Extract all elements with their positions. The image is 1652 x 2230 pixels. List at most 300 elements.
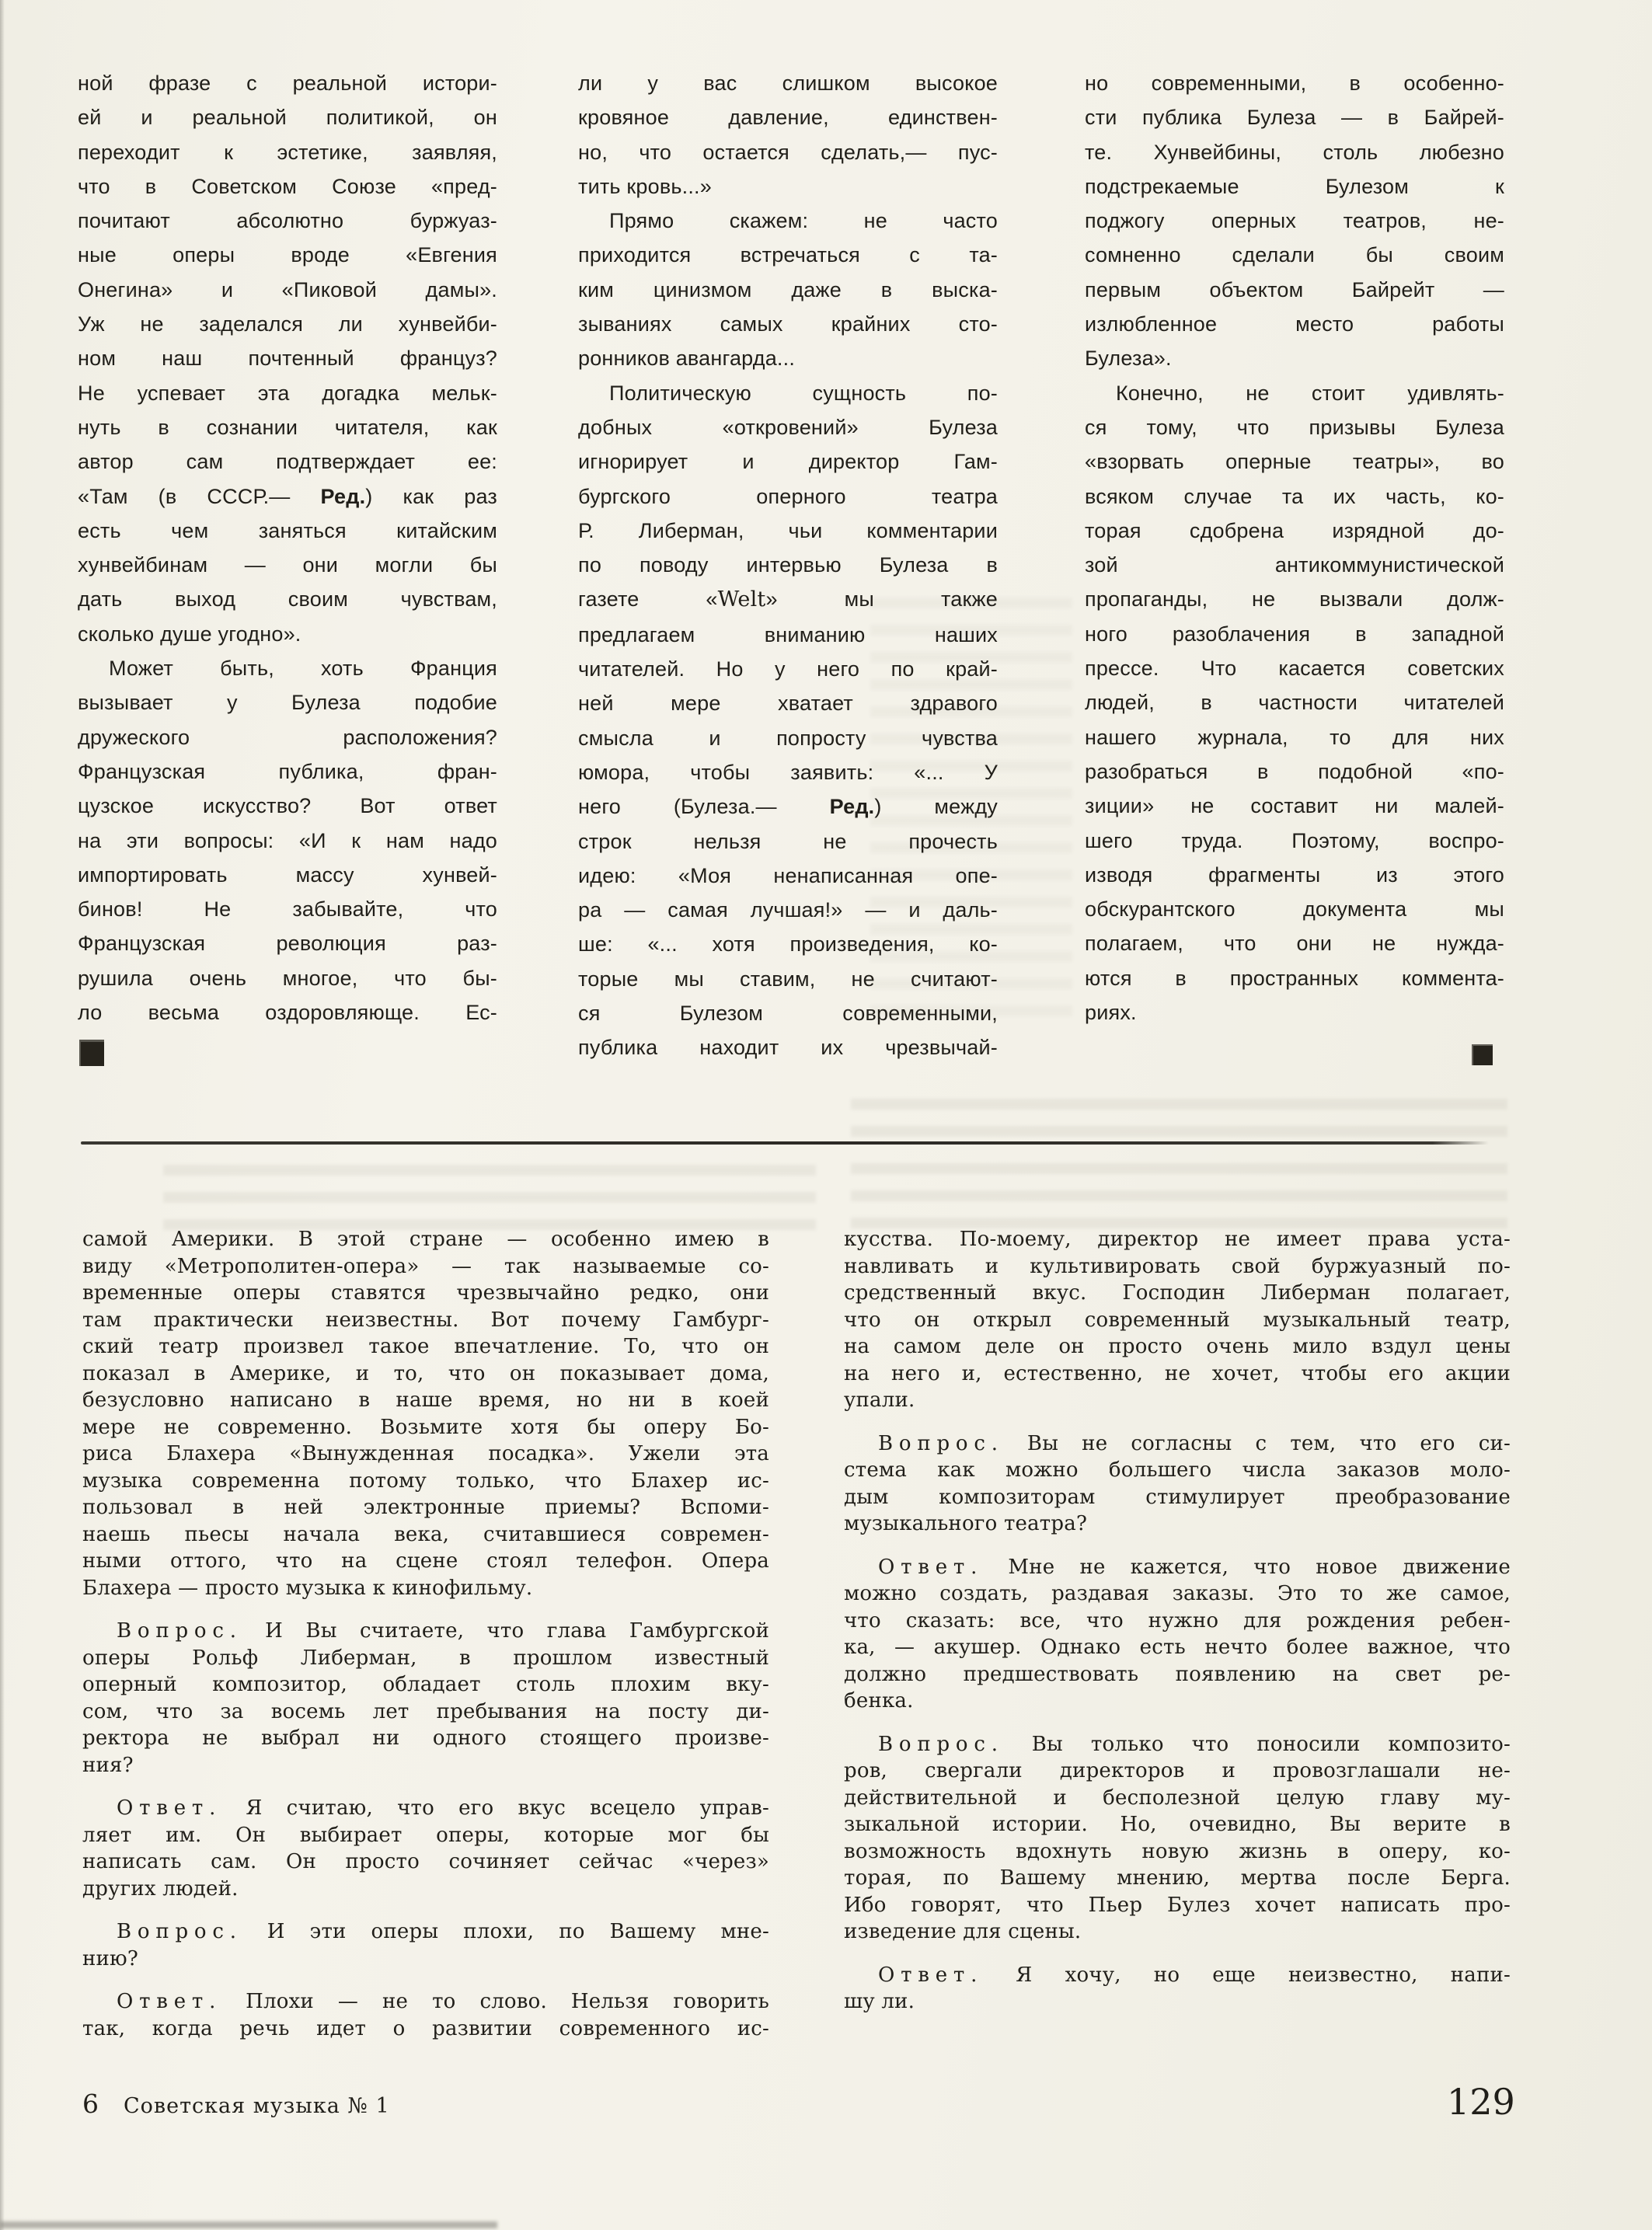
text-segment: смысла и попросту чувства — [578, 726, 998, 750]
section-divider-rule — [81, 1141, 1489, 1145]
text-segment: Плохи — не то слово. Нельзя говорить — [221, 1990, 769, 2013]
text-segment: зыкальной истории. Но, очевидно, Вы верите в — [844, 1813, 1511, 1836]
text-line — [844, 1811, 1511, 1838]
text-segment: читателей. Но у него по край- — [578, 657, 998, 681]
text-segment: приходится встречаться с та- — [578, 243, 998, 267]
text-segment: шу ли. — [844, 1990, 915, 2013]
text-segment: написать сам. Он просто сочиняет сейчас «через» — [82, 1850, 769, 1873]
text-line — [78, 169, 497, 204]
text-segment: газете « — [578, 587, 718, 612]
text-segment: ким цинизмом даже в выска- — [578, 277, 998, 301]
text-segment: первым объектом Байрейт — — [1085, 277, 1504, 301]
text-segment: ров, свергали директоров и провозглашали не- — [844, 1759, 1511, 1782]
text-segment: Я считаю, что его вкус всецело управ- — [221, 1796, 769, 1820]
text-segment: Я хочу, но еще неизвестно, напи- — [983, 1963, 1511, 1987]
text-line — [578, 789, 998, 824]
text-line — [78, 824, 497, 858]
text-segment: самой Америки. В этой стране — особенно имею в — [82, 1228, 769, 1251]
text-segment: ка, — акушер. Однако есть нечто более важное, что — [844, 1636, 1511, 1659]
text-segment: ся Булезом современными, — [578, 1002, 998, 1026]
text-segment: мере не современно. Возьмите хотя бы оперу Бо- — [82, 1415, 769, 1439]
text-segment: Ред. — [829, 795, 875, 819]
text-segment: наешь пьесы начала века, считавшиеся современ- — [82, 1522, 769, 1546]
text-line — [78, 341, 497, 375]
text-line — [78, 444, 497, 479]
text-line — [1085, 169, 1504, 204]
text-segment: кусства. По-моему, директор не имеет права уста- — [844, 1228, 1511, 1251]
text-segment: Французская революция раз- — [78, 932, 497, 956]
text-line — [82, 1699, 769, 1726]
text-line — [578, 686, 998, 720]
bottom-column-left — [82, 1226, 769, 2042]
text-line — [844, 1608, 1511, 1635]
text-line — [78, 100, 497, 134]
text-line — [844, 1661, 1511, 1688]
text-line — [844, 1430, 1511, 1458]
text-line — [578, 444, 998, 479]
text-segment: почитают абсолютно буржуаз- — [78, 209, 497, 233]
text-segment: зиции» не составит ни малей- — [1085, 794, 1504, 818]
text-segment: нашего журнала, то для них — [1085, 725, 1504, 749]
bleed-through-texture — [163, 1158, 816, 1232]
text-line — [578, 273, 998, 307]
text-line — [844, 1892, 1511, 1919]
text-line — [844, 1634, 1511, 1661]
text-line — [844, 1688, 1511, 1715]
text-line — [844, 1510, 1511, 1538]
text-segment: виду «Метрополитен-опера» — так называемые со- — [82, 1254, 769, 1278]
qa-label: Ответ. — [878, 1555, 984, 1579]
text-segment: оперный композитор, обладает столь плохим вку- — [82, 1673, 769, 1696]
text-line — [1085, 204, 1504, 238]
text-segment: ский театр произвел такое впечатление. То, что он — [82, 1335, 769, 1358]
text-segment: на эти вопросы: «И к нам надо — [78, 828, 497, 852]
text-segment: предлагаем вниманию наших — [578, 622, 998, 646]
text-segment: шего труда. Поэтому, воспро- — [1085, 828, 1504, 852]
text-segment: автор сам подтверждает ее: — [78, 450, 497, 474]
top-column-1 — [78, 66, 497, 1030]
text-line — [578, 479, 998, 514]
text-line — [78, 892, 497, 926]
text-line — [578, 927, 998, 961]
text-segment: Булеза». — [1085, 347, 1172, 371]
text-line — [844, 1865, 1511, 1892]
text-line — [78, 858, 497, 892]
text-segment: строк нельзя не прочесть — [578, 829, 998, 853]
text-line — [1085, 995, 1504, 1030]
text-segment: ректора не выбрал ни одного стоящего произве- — [82, 1727, 769, 1750]
text-line — [1085, 720, 1504, 754]
text-segment: ней мере хватает здравого — [578, 692, 998, 716]
text-segment: ного разоблачения в западной — [1085, 622, 1504, 646]
text-segment: кровяное давление, единствен- — [578, 106, 998, 130]
top-article-section — [78, 66, 1504, 1068]
text-line — [82, 1387, 769, 1414]
text-segment: подстрекаемые Булезом к — [1085, 174, 1504, 198]
text-segment: сколько душе угодно». — [78, 622, 301, 646]
text-line — [844, 1387, 1511, 1414]
text-line — [578, 169, 998, 204]
top-column-2 — [578, 66, 998, 1065]
text-line — [844, 1226, 1511, 1253]
text-line — [82, 2016, 769, 2043]
text-line — [82, 1918, 769, 1946]
text-segment: показал в Америке, и то, что он показывает дома, — [82, 1361, 769, 1385]
bottom-column-right — [844, 1226, 1511, 2016]
text-line — [1085, 410, 1504, 444]
bleed-through-texture — [851, 1092, 1507, 1137]
text-line — [578, 204, 998, 238]
journal-title: Советская музыка № 1 — [124, 2094, 390, 2118]
text-line — [844, 1280, 1511, 1307]
qa-label: Вопрос. — [878, 1431, 1004, 1455]
text-segment: ными оттого, что на сцене стоял телефон. Опера — [82, 1549, 769, 1573]
end-of-article-mark — [1472, 1044, 1493, 1065]
text-line — [844, 1333, 1511, 1361]
text-segment: риях. — [1085, 1001, 1137, 1025]
text-segment: музыкального театра? — [844, 1512, 1088, 1535]
text-line — [78, 135, 497, 169]
text-line — [82, 1441, 769, 1468]
text-line — [578, 996, 998, 1030]
text-segment: импортировать массу хунвей- — [78, 862, 497, 887]
text-line — [82, 1848, 769, 1876]
text-line — [1085, 617, 1504, 651]
text-segment: те. Хунвейбины, столь любезно — [1085, 140, 1504, 164]
text-segment: Может быть, хоть Франция — [109, 657, 497, 681]
text-line — [578, 652, 998, 686]
text-line — [844, 1307, 1511, 1334]
text-segment: поджогу оперных театров, не- — [1085, 209, 1504, 233]
text-line — [78, 238, 497, 272]
text-segment: ) между — [874, 795, 998, 819]
text-line — [78, 961, 497, 995]
text-segment: что он открыл современный музыкальный театр, — [844, 1308, 1511, 1332]
text-line — [78, 479, 497, 514]
text-segment: ния? — [82, 1753, 134, 1777]
text-segment: хунвейбинам — они могли бы — [78, 553, 497, 577]
text-line — [578, 238, 998, 272]
text-segment: И эти оперы плохи, по Вашему мне- — [242, 1920, 769, 1943]
text-line — [82, 1988, 769, 2016]
text-line — [1085, 444, 1504, 479]
text-line — [578, 755, 998, 789]
text-line — [82, 1946, 769, 1973]
text-segment: Ибо говорят, что Пьер Булез хочет написать про- — [844, 1893, 1511, 1917]
text-line — [1085, 66, 1504, 100]
text-line — [78, 376, 497, 410]
text-segment: разобраться в подобной «по- — [1085, 759, 1504, 783]
text-line — [1085, 376, 1504, 410]
text-line — [844, 1484, 1511, 1511]
text-segment: стема как можно большего числа заказов моло- — [844, 1458, 1511, 1482]
text-segment: игнорирует и директор Гам- — [578, 450, 998, 474]
text-line — [844, 1758, 1511, 1785]
qa-label: Вопрос. — [117, 1920, 242, 1943]
text-segment: бургского оперного театра — [578, 484, 998, 508]
text-segment: что сказать: все, что нужно для рождения ребен- — [844, 1608, 1511, 1632]
text-line — [578, 721, 998, 755]
text-line — [78, 926, 497, 960]
text-line — [844, 1918, 1511, 1946]
text-segment: юмора, чтобы заявить: «... У — [578, 760, 998, 784]
qa-label: Вопрос. — [117, 1619, 242, 1643]
text-segment: других людей. — [82, 1876, 239, 1901]
text-segment: ) как раз — [365, 484, 497, 508]
text-line — [1085, 307, 1504, 341]
text-segment: навливать и культивировать свой буржуазный по- — [844, 1254, 1511, 1278]
text-segment: действительной и бесполезной целую главу му- — [844, 1786, 1511, 1810]
qa-label: Вопрос. — [878, 1732, 1004, 1756]
text-line — [844, 1253, 1511, 1281]
text-segment: него (Булеза.— — [578, 795, 830, 819]
text-segment: И Вы считаете, что глава Гамбургской — [242, 1619, 769, 1643]
text-line — [578, 618, 998, 652]
text-segment: Ред. — [320, 484, 366, 508]
text-line — [1085, 341, 1504, 375]
text-line — [844, 1580, 1511, 1608]
text-line — [82, 1671, 769, 1699]
text-line — [1085, 892, 1504, 926]
text-line — [82, 1521, 769, 1549]
text-line — [1085, 479, 1504, 514]
text-line — [844, 1361, 1511, 1388]
text-segment: зываниях самых крайних сто- — [578, 312, 998, 336]
text-segment: бенка. — [844, 1689, 914, 1713]
text-segment: упали. — [844, 1389, 915, 1412]
text-line — [844, 1785, 1511, 1812]
text-line — [1085, 651, 1504, 685]
text-line — [82, 1494, 769, 1521]
text-line — [82, 1280, 769, 1307]
text-segment: на самом деле он просто очень мило вздул цены — [844, 1335, 1511, 1358]
text-line — [78, 685, 497, 720]
top-column-3 — [1085, 66, 1504, 1030]
text-line — [578, 376, 998, 410]
text-segment: Онегина» и «Пиковой дамы». — [78, 277, 497, 301]
text-segment: торая сдобрена изрядной до- — [1085, 518, 1504, 542]
text-segment: ронников авангарда... — [578, 347, 796, 371]
text-segment: обскурантского документа мы — [1085, 897, 1504, 922]
text-segment: можно создать, раздавая заказы. Это то же самое, — [844, 1582, 1511, 1605]
text-segment: Welt — [717, 587, 766, 612]
text-segment: ло весьма оздоровляюще. Ес- — [78, 1001, 497, 1025]
text-segment: «взорвать оперные театры», во — [1085, 450, 1504, 474]
scan-edge-left — [0, 0, 5, 2230]
text-segment: тить кровь...» — [578, 174, 712, 198]
text-line — [1085, 685, 1504, 720]
text-segment: Мне не кажется, что новое движение — [983, 1555, 1511, 1579]
text-segment: пользовал в ней электронные приемы? Вспоми- — [82, 1496, 769, 1519]
text-line — [578, 410, 998, 444]
scan-edge-bottom — [0, 2221, 497, 2228]
text-line — [78, 995, 497, 1030]
text-line — [82, 1795, 769, 1822]
text-segment: по поводу интервью Булеза в — [578, 553, 998, 577]
text-line — [78, 514, 497, 548]
text-line — [844, 1962, 1511, 1989]
text-line — [578, 135, 998, 169]
text-line — [78, 548, 497, 582]
text-line — [78, 617, 497, 651]
text-segment: публика находит их чрезвычай- — [578, 1036, 998, 1060]
text-segment: Прямо скажем: не часто — [609, 209, 998, 233]
text-segment: идею: «Моя ненаписанная опе- — [578, 863, 998, 887]
text-segment: Вы только что поносили композито- — [1003, 1732, 1511, 1756]
text-line — [78, 66, 497, 100]
text-segment: бинов! Не забывайте, что — [78, 897, 497, 922]
text-segment: зой антикоммунистической — [1085, 553, 1504, 577]
text-line — [82, 1307, 769, 1334]
text-segment: дружеского расположения? — [78, 725, 497, 749]
text-segment: ей и реальной политикой, он — [78, 106, 497, 130]
text-segment: что в Советском Союзе «пред- — [78, 174, 497, 198]
text-segment: есть чем заняться китайским — [78, 518, 497, 542]
text-line — [844, 1988, 1511, 2016]
qa-label: Ответ. — [117, 1990, 222, 2013]
text-segment: но современными, в особенно- — [1085, 71, 1504, 95]
text-line — [578, 1030, 998, 1064]
text-line — [82, 1253, 769, 1281]
text-segment: риса Блахера «Вынужденная посадка». Ужели эта — [82, 1442, 769, 1465]
text-line — [82, 1725, 769, 1752]
text-line — [1085, 824, 1504, 858]
text-line — [578, 962, 998, 996]
bleed-through-texture — [851, 1156, 1507, 1234]
text-segment: излюбленное место работы — [1085, 312, 1504, 336]
text-segment: там практически неизвестны. Вот почему Гамбург- — [82, 1308, 769, 1332]
text-line — [1085, 961, 1504, 995]
text-segment: переходит к эстетике, заявляя, — [78, 140, 497, 164]
text-line — [1085, 582, 1504, 616]
text-segment: рушила очень многое, что бы- — [78, 966, 497, 990]
text-line — [82, 1548, 769, 1575]
text-line — [578, 548, 998, 582]
text-segment: всяком случае та их часть, ко- — [1085, 484, 1504, 508]
text-segment: ра — самая лучшая!» — и даль- — [578, 898, 998, 922]
text-line — [78, 582, 497, 616]
text-line — [78, 204, 497, 238]
text-line — [578, 100, 998, 134]
text-line — [844, 1838, 1511, 1866]
text-segment: полагаем, что они не нужда- — [1085, 932, 1504, 956]
text-segment: ше: «... хотя произведения, ко- — [578, 932, 998, 956]
text-segment: Политическую сущность по- — [609, 381, 998, 405]
text-segment: Французская публика, фран- — [78, 759, 497, 783]
text-segment: оперы Рольф Либерман, в прошлом известный — [82, 1646, 769, 1670]
text-segment: дым композиторам стимулирует преобразование — [844, 1485, 1511, 1509]
footer-imprint — [82, 2089, 390, 2119]
text-line — [1085, 100, 1504, 134]
text-segment: «Там (в СССР.— — [78, 484, 321, 508]
text-segment: на него и, естественно, не хочет, чтобы его акции — [844, 1361, 1511, 1385]
text-segment: ные оперы вроде «Евгения — [78, 243, 497, 267]
text-segment: музыка современна потому только, что Блахер ис- — [82, 1469, 769, 1493]
text-line — [78, 307, 497, 341]
end-of-article-mark — [79, 1040, 104, 1066]
text-line — [578, 582, 998, 617]
text-segment: сом, что за восемь лет пребывания на посту ди- — [82, 1699, 769, 1723]
text-segment: людей, в частности читателей — [1085, 691, 1504, 715]
text-segment: Уж не заделался ли хунвейби- — [78, 312, 497, 336]
text-segment: так, когда речь идет о развитии современного ис- — [82, 2016, 769, 2040]
text-segment: ются в пространных коммента- — [1085, 966, 1504, 990]
signature-number: 6 — [82, 2089, 99, 2119]
text-segment: сти публика Булеза — в Байрей- — [1085, 106, 1504, 130]
text-line — [578, 893, 998, 927]
text-segment: ся тому, что призывы Булеза — [1085, 415, 1504, 439]
text-line — [78, 789, 497, 823]
text-line — [578, 341, 998, 375]
text-line — [844, 1731, 1511, 1758]
text-segment: дать выход своим чувствам, — [78, 587, 497, 612]
text-line — [78, 410, 497, 444]
text-segment: безусловно написано в наше время, но ни в коей — [82, 1389, 769, 1412]
text-segment: » мы также — [765, 587, 998, 612]
interview-section — [82, 1226, 1570, 2065]
text-line — [78, 754, 497, 789]
text-segment: ном наш почтенный француз? — [78, 347, 497, 371]
text-segment: торая, по Вашему мнению, мертва после Берга. — [844, 1866, 1511, 1890]
text-line — [82, 1618, 769, 1645]
text-segment: добных «откровений» Булеза — [578, 415, 998, 439]
text-segment: цузское искусство? Вот ответ — [78, 794, 497, 818]
text-line — [578, 514, 998, 548]
text-segment: ной фразе с реальной истори- — [78, 71, 497, 95]
text-line — [82, 1414, 769, 1441]
text-line — [578, 307, 998, 341]
text-line — [82, 1333, 769, 1361]
text-line — [1085, 273, 1504, 307]
text-segment: сомненно сделали бы своим — [1085, 243, 1504, 267]
text-line — [844, 1457, 1511, 1484]
text-segment: Вы не согласны с тем, что его си- — [1003, 1431, 1511, 1455]
text-line — [82, 1876, 769, 1903]
text-segment: должно предшествовать появлению на свет ре- — [844, 1662, 1511, 1686]
text-segment: пропаганды, не вызвали долж- — [1085, 587, 1504, 612]
text-segment: изведение для сцены. — [844, 1920, 1082, 1943]
text-line — [78, 720, 497, 754]
text-line — [82, 1645, 769, 1672]
text-line — [844, 1554, 1511, 1581]
text-segment: Блахера — просто музыка к кинофильму. — [82, 1576, 533, 1600]
text-line — [1085, 135, 1504, 169]
text-segment: вызывает у Булеза подобие — [78, 691, 497, 715]
text-line — [78, 651, 497, 685]
page-number: 129 — [1447, 2081, 1515, 2123]
text-segment: ли у вас слишком высокое — [578, 71, 998, 95]
text-line — [1085, 926, 1504, 960]
text-segment: Конечно, не стоит удивлять- — [1116, 381, 1504, 405]
text-line — [1085, 858, 1504, 892]
text-line — [82, 1822, 769, 1849]
text-segment: Р. Либерман, чьи комментарии — [578, 518, 998, 542]
qa-label: Ответ. — [117, 1796, 222, 1820]
text-segment: ляет им. Он выбирает оперы, которые мог бы — [82, 1823, 769, 1847]
text-segment: но, что остается сделать,— пус- — [578, 140, 998, 164]
text-segment: нуть в сознании читателя, как — [78, 415, 497, 439]
text-segment: прессе. Что касается советских — [1085, 657, 1504, 681]
text-line — [78, 273, 497, 307]
text-line — [1085, 548, 1504, 582]
text-line — [82, 1575, 769, 1602]
text-line — [82, 1468, 769, 1495]
text-line — [578, 859, 998, 893]
text-line — [578, 66, 998, 100]
text-segment: торые мы ставим, не считают- — [578, 967, 998, 991]
text-line — [82, 1361, 769, 1388]
text-line — [1085, 754, 1504, 789]
